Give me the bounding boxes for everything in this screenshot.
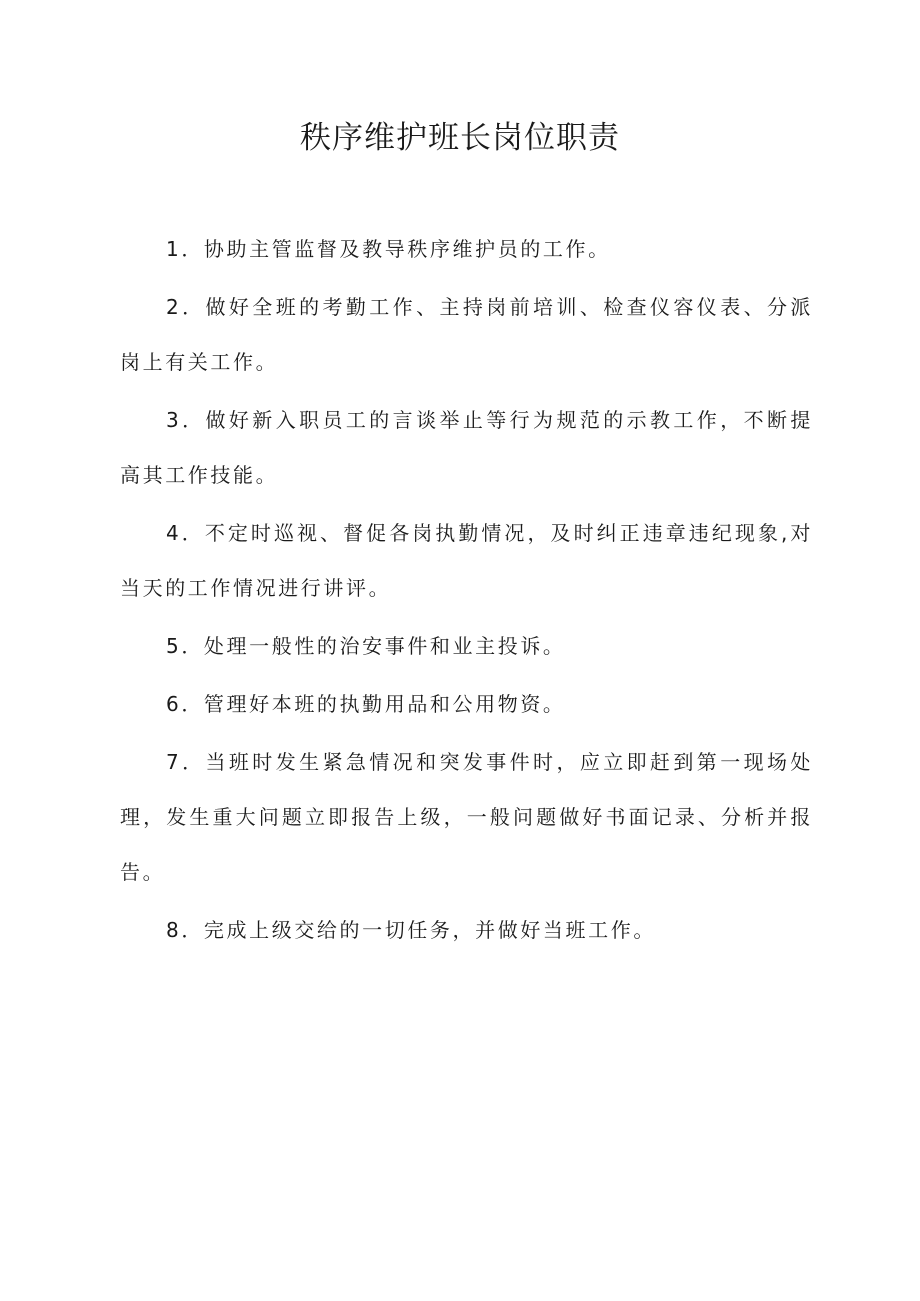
duty-item-8: 8．完成上级交给的一切任务，并做好当班工作。 [166, 918, 656, 942]
duty-item-7: 7．当班时发生紧急情况和突发事件时，应立即赶到第一现场处理，发生重大问题立即报告上级，一般问题做好书面记录、分析并报告。 [120, 750, 813, 884]
page-title: 秩序维护班长岗位职责 [300, 120, 620, 156]
duty-item-1: 1．协助主管监督及教导秩序维护员的工作。 [166, 237, 611, 261]
duty-item-5: 5．处理一般性的治安事件和业主投诉。 [166, 634, 566, 658]
duty-item-3: 3．做好新入职员工的言谈举止等行为规范的示教工作，不断提高其工作技能。 [120, 408, 813, 487]
duty-item-4: 4．不定时巡视、督促各岗执勤情况，及时纠正违章违纪现象,对当天的工作情况进行讲评。 [120, 521, 813, 600]
duty-item-6: 6．管理好本班的执勤用品和公用物资。 [166, 692, 566, 716]
duties-list [120, 222, 813, 961]
duty-item-2: 2．做好全班的考勤工作、主持岗前培训、检查仪容仪表、分派岗上有关工作。 [120, 295, 813, 374]
